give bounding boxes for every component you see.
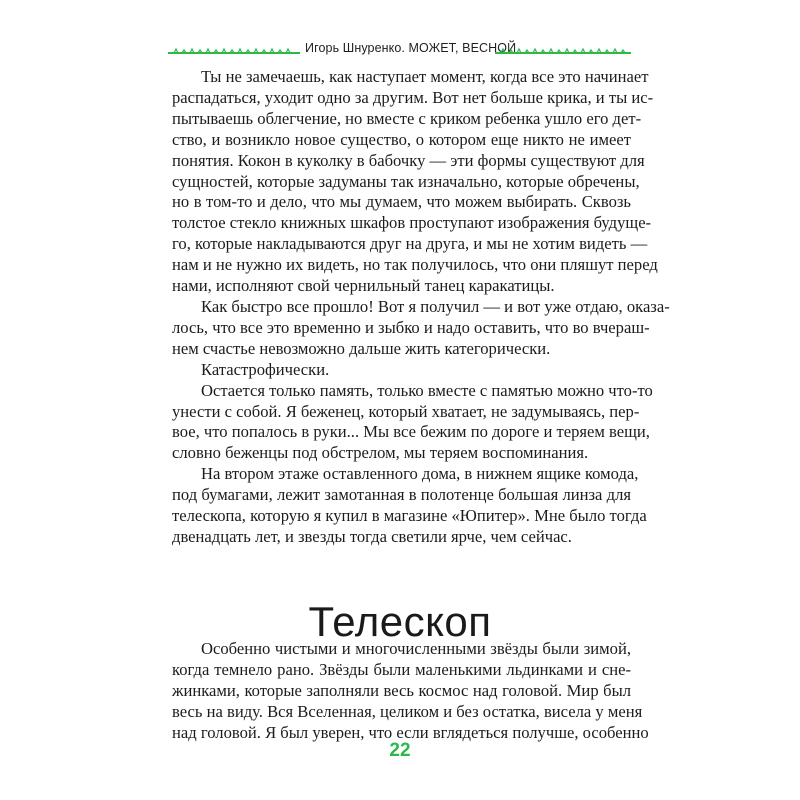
text-line: весь на виду. Вся Вселенная, целиком и без остатка, висела у меня [172, 701, 643, 721]
left-grass-ornament [168, 47, 300, 56]
text-line: нами, исполняют свой чернильный танец каракатицы. [172, 276, 555, 296]
running-head [168, 40, 631, 60]
page-number: 22 [389, 740, 411, 761]
text-line: телескопа, которую я купил в магазине «Юпитер». Мне было тогда [172, 506, 647, 526]
text-line: Как быстро все прошло! Вот я получил — и вот уже отдаю, оказа- [201, 296, 670, 316]
text-line: Остается только память, только вместе с памятью можно что-то [201, 380, 653, 400]
text-line: понятия. Кокон в куколку в бабочку — эти формы существуют для [172, 150, 645, 170]
text-line: вое, что попалось в руки... Мы все бежим по дороге и теряем вещи, [172, 422, 650, 442]
text-line: словно беженцы под обстрелом, мы теряем воспоминания. [172, 443, 589, 463]
chapter-title: Телескоп [308, 597, 492, 645]
text-line: жинками, которые заполняли весь космос над головой. Мир был [172, 680, 631, 700]
body-text-top [172, 67, 670, 548]
text-line: сущностей, которые задуманы так изначально, которые обречены, [172, 171, 640, 191]
text-line: Особенно чистыми и многочисленными звёзды были зимой, [201, 639, 631, 658]
text-line: толстое стекло книжных шкафов проступают изображения будуще- [172, 213, 652, 233]
text-line: унести с собой. Я беженец, который хватает, не задумываясь, пер- [172, 401, 640, 421]
body-text-bottom [172, 639, 649, 744]
running-head-text: Игорь Шнуренко. МОЖЕТ, ВЕСНОЙ [305, 41, 517, 55]
text-line: Ты не замечаешь, как наступает момент, когда все это начинает [201, 67, 649, 86]
text-line: распадаться, уходит одно за другим. Вот нет больше крика, и ты ис- [172, 87, 654, 107]
text-line: На втором этаже оставленного дома, в нижнем ящике комода, [201, 464, 639, 484]
text-line: лось, что все это временно и зыбко и надо оставить, что во вчераш- [172, 317, 650, 337]
text-line: над головой. Я был уверен, что если вглядеться получше, особенно [172, 722, 649, 742]
text-line: двенадцать лет, и звезды тогда светили ярче, чем сейчас. [172, 526, 572, 546]
text-line: нам и не нужно их видеть, но так получилось, что они пляшут перед [172, 255, 658, 275]
text-line: го, которые накладываются друг на друга, и мы не хотим видеть — [172, 234, 648, 254]
text-line: пытываешь облегчение, но вместе с криком ребенка ушло его дет- [172, 108, 642, 128]
text-line: ство, и возникло новое существо, о котором еще никто не имеет [172, 129, 631, 149]
text-line: Катастрофически. [201, 359, 330, 379]
text-line: под бумагами, лежит замотанная в полотенце большая линза для [172, 485, 631, 505]
text-line: когда темнело рано. Звёзды были маленькими льдинками и сне- [172, 659, 631, 679]
text-line: но в том-то и дело, что мы думаем, что можем выбирать. Сквозь [172, 192, 631, 212]
text-line: нем счастье невозможно дальше жить категорически. [172, 338, 551, 358]
right-grass-ornament [495, 47, 631, 56]
